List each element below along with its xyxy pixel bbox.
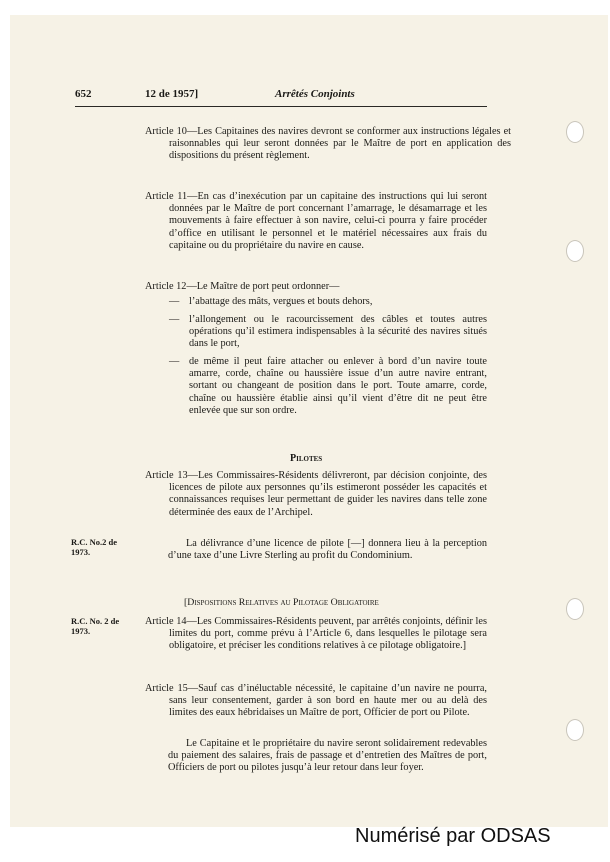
article-12-item-3-text: de même il peut faire attacher ou enlever à bord d’un navire toute amarre, corde, chaîne ou haussière issue d’un autre navire entrant, sortant ou changeant de position dans le port. Toute amarre, corde, chaîne ou haussière établie ainsi qu’il vient d’être dit ne peut être enlevée que sur son ordre. xyxy=(189,356,487,416)
article-12-item-1 xyxy=(169,296,487,308)
dash-bullet: — xyxy=(169,356,180,367)
dash-bullet: — xyxy=(169,296,180,307)
article-12-intro: Article 12—Le Maître de port peut ordonner— xyxy=(145,281,340,292)
pilotage-heading: [Dispositions Relatives au Pilotage Obligatoire xyxy=(184,597,379,608)
binder-hole-1 xyxy=(566,121,584,143)
article-10: Article 10—Les Capitaines des navires devront se conformer aux instructions légales et raisonnables qui leur seront données par le Maître de port en application des dispositions du présent règlement. xyxy=(145,126,511,162)
article-11: Article 11—En cas d’inexécution par un capitaine des instructions qui lui seront données par le Maître de port concernant l’amarrage, le désamarrage et les mouvements à faire effectuer à son navire, celui-ci pourra y faire procéder d’office en utilisant le personnel et le matériel nécessaires aux frais du capitaine ou du propriétaire du navire en cause. xyxy=(145,191,487,251)
article-14-side-note: R.C. No. 2 de 1973. xyxy=(71,616,120,636)
article-12-item-2-text: l’allongement ou le racourcissement des câbles et toutes autres opérations qu’il estimera indispensables à la sécurité des navires situés dans le port, xyxy=(189,314,487,350)
article-14: Article 14—Les Commissaires-Résidents peuvent, par arrêtés conjoints, définir les limites du port, comme prévu à l’Article 6, dans lesquelles le pilotage sera obligatoire, et préciser les conditions relatives à ce pilotage obligatoire.] xyxy=(145,616,487,652)
binder-hole-3 xyxy=(566,598,584,620)
article-12-item-2 xyxy=(169,314,487,351)
dash-bullet: — xyxy=(169,314,180,325)
header-date: 12 de 1957] xyxy=(145,88,199,100)
pilotes-heading: Pilotes xyxy=(290,453,323,464)
article-12-item-1-text: l’abattage des mâts, vergues et bouts dehors, xyxy=(189,296,373,307)
page-number: 652 xyxy=(75,88,92,100)
article-13: Article 13—Les Commissaires-Résidents délivreront, par décision conjointe, des licences de pilote aux personnes qu’ils estimeront posséder les capacités et connaissances requises leur permettant de guider les navires dans telle zone déterminée des eaux de l’Archipel. xyxy=(145,470,487,518)
article-15-paragraph-2: Le Capitaine et le propriétaire du navire seront solidairement redevables du paiement des salaires, frais de passage et d’entretien des Maîtres de port, Officiers de port ou pilotes jusqu’à leur retour dans leur foyer. xyxy=(168,738,487,774)
article-13-side-note: R.C. No.2 de 1973. xyxy=(71,537,118,557)
binder-hole-2 xyxy=(566,240,584,262)
digitization-credit: Numérisé par ODSAS xyxy=(355,825,551,847)
header-title: Arrêtés Conjoints xyxy=(275,88,355,100)
binder-hole-4 xyxy=(566,719,584,741)
article-12-item-3 xyxy=(169,356,487,417)
article-15: Article 15—Sauf cas d’inéluctable nécessité, le capitaine d’un navire ne pourra, sans leur consentement, garder à son bord en haute mer ou au delà des limites des eaux hébridaises un Maître de port, Officier de port ou Pilote. xyxy=(145,683,487,719)
page-header xyxy=(75,88,487,107)
article-13-paragraph-2: La délivrance d’une licence de pilote [—] donnera lieu à la perception d’une taxe d’une Livre Sterling au profit du Condominium. xyxy=(168,538,487,562)
